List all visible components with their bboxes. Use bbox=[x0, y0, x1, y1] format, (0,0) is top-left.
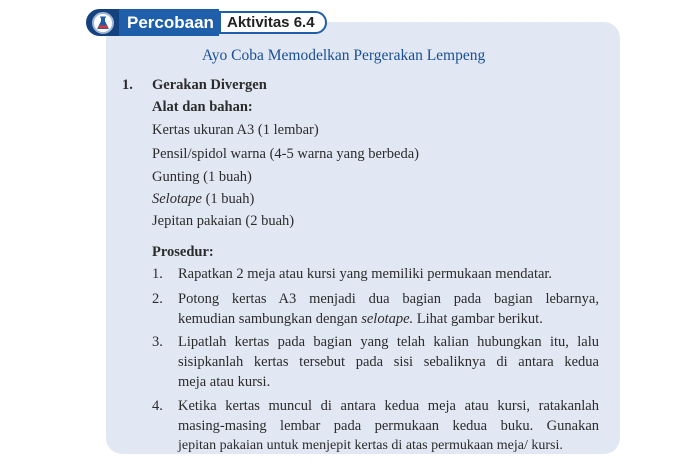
section-number: 1. bbox=[122, 77, 133, 93]
selotape-term: selotape. bbox=[361, 311, 414, 327]
step-text-line: jepitan pakaian untuk menjepit kertas di atas permukaan meja/ kursi. bbox=[178, 438, 563, 453]
step-number: 1. bbox=[152, 266, 163, 282]
step-text-line: masing-masing lembar pada permukaan kedua buku. Gunakan bbox=[178, 418, 599, 434]
flask-icon bbox=[92, 12, 114, 34]
step-text-line: Potong kertas A3 menjadi dua bagian pada bagian lebarnya, bbox=[178, 291, 599, 307]
step-text-line: kemudian sambungkan dengan selotape. Lihat gambar berikut. bbox=[178, 311, 543, 327]
procedure-heading: Prosedur: bbox=[152, 244, 214, 260]
activity-title: Ayo Coba Memodelkan Pergerakan Lempeng bbox=[202, 47, 486, 64]
activity-number-label: Aktivitas 6.4 bbox=[219, 11, 327, 34]
material-item bbox=[152, 189, 254, 209]
material-item: Gunting (1 buah) bbox=[152, 169, 252, 185]
step-number: 2. bbox=[152, 291, 163, 307]
material-qty: (1 buah) bbox=[205, 191, 255, 207]
material-item: Kertas ukuran A3 (1 lembar) bbox=[152, 122, 319, 138]
material-item: Pensil/spidol warna (4-5 warna yang berbeda) bbox=[152, 146, 419, 162]
selotape-term: Selotape bbox=[152, 191, 202, 207]
step-number: 3. bbox=[152, 334, 163, 350]
step-text-line: Ketika kertas muncul di antara kedua meja atau kursi, ratakanlah bbox=[178, 398, 599, 414]
step-text-line: sisipkanlah kertas tersebut pada sisi sebaliknya di antara kedua bbox=[178, 354, 599, 370]
step-number: 4. bbox=[152, 398, 163, 414]
experiment-logo bbox=[86, 9, 119, 36]
materials-heading: Alat dan bahan: bbox=[152, 99, 253, 115]
step-text-line: Lipatlah kertas pada bagian yang telah kalian hubungkan itu, lalu bbox=[178, 334, 599, 350]
step-text-line: meja atau kursi. bbox=[178, 374, 271, 390]
percobaan-badge: Percobaan bbox=[119, 9, 219, 36]
step-text-line: Rapatkan 2 meja atau kursi yang memiliki permukaan mendatar. bbox=[178, 266, 553, 282]
section-title: Gerakan Divergen bbox=[152, 77, 267, 93]
material-item: Jepitan pakaian (2 buah) bbox=[152, 213, 295, 229]
